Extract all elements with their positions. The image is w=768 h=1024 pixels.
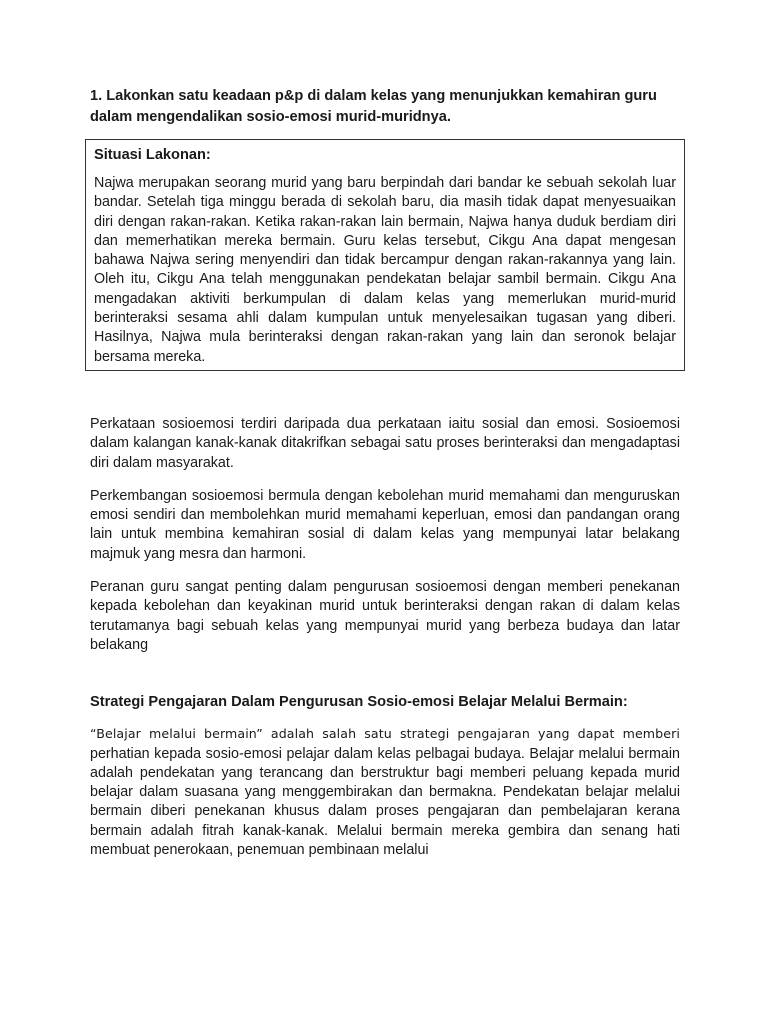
paragraph-development: Perkembangan sosioemosi bermula dengan kebolehan murid memahami dan menguruskan emosi sendiri dan membolehkan murid memahami keperluan, emosi dan pandangan orang lain untuk membina kemahiran sosial di dalam kelas yang mempunyai latar belakang majmuk yang mesra dan harmoni. [90, 487, 680, 562]
situation-box [85, 139, 685, 371]
paragraph-definition: Perkataan sosioemosi terdiri daripada dua perkataan iaitu sosial dan emosi. Sosioemosi dalam kalangan kanak-kanak ditakrifkan sebagai satu proses berinteraksi dan mengadaptasi diri dalam masyarakat. [90, 415, 680, 471]
question-heading: 1. Lakonkan satu keadaan p&p di dalam kelas yang menunjukkan kemahiran guru dalam mengendalikan sosio-emosi murid-muridnya. [90, 88, 657, 125]
situation-title: Situasi Lakonan: [94, 147, 211, 163]
strategy-lead-text: “Belajar melalui bermain” adalah salah satu strategi pengajaran yang dapat memberi [90, 726, 680, 742]
paragraph-teacher-role: Peranan guru sangat penting dalam pengurusan sosioemosi dengan memberi penekanan kepada kebolehan dan keyakinan murid untuk berinteraksi dengan rakan di dalam kelas terutamanya bagi sebuah kelas yang mempunyai murid yang berbeza budaya dan latar belakang [90, 579, 680, 653]
strategy-paragraph [90, 724, 680, 860]
strategy-heading: Strategi Pengajaran Dalam Pengurusan Sosio-emosi Belajar Melalui Bermain: [90, 694, 628, 711]
situation-body: Najwa merupakan seorang murid yang baru berpindah dari bandar ke sebuah sekolah luar bandar. Setelah tiga minggu berada di sekolah baru, dia masih tidak dapat menyesuaikan diri dengan rakan-rakan. Ketika rakan-rakan lain bermain, Najwa hanya duduk berdiam diri dan memerhatikan mereka bermain. Guru kelas tersebut, Cikgu Ana dapat mengesan bahawa Najwa sering menyendiri dan tidak bercampur dengan rakan-rakannya yang lain. Oleh itu, Cikgu Ana telah menggunakan pendekatan belajar sambil bermain. Cikgu Ana mengadakan aktiviti berkumpulan di dalam kelas yang memerlukan murid-murid berinteraksi sesama ahli dalam kumpulan untuk menyelesaikan tugasan yang diberi. Hasilnya, Najwa mula berinteraksi dengan rakan-rakan yang lain dan seronok belajar bersama mereka. [94, 175, 676, 365]
strategy-body-text: perhatian kepada sosio-emosi pelajar dalam kelas pelbagai budaya. Belajar melalui bermain adalah pendekatan yang terancang dan berstruktur bagi memberi peluang kepada murid belajar dalam suasana yang menggembirakan dan bermakna. Pendekatan belajar melalui bermain diberi penekanan khusus dalam proses pengajaran dan pembelajaran kerana bermain adalah fitrah kanak-kanak. Melalui bermain mereka gembira dan senang hati membuat penerokaan, penemuan pembinaan melalui [90, 745, 680, 859]
document-page [90, 86, 680, 860]
